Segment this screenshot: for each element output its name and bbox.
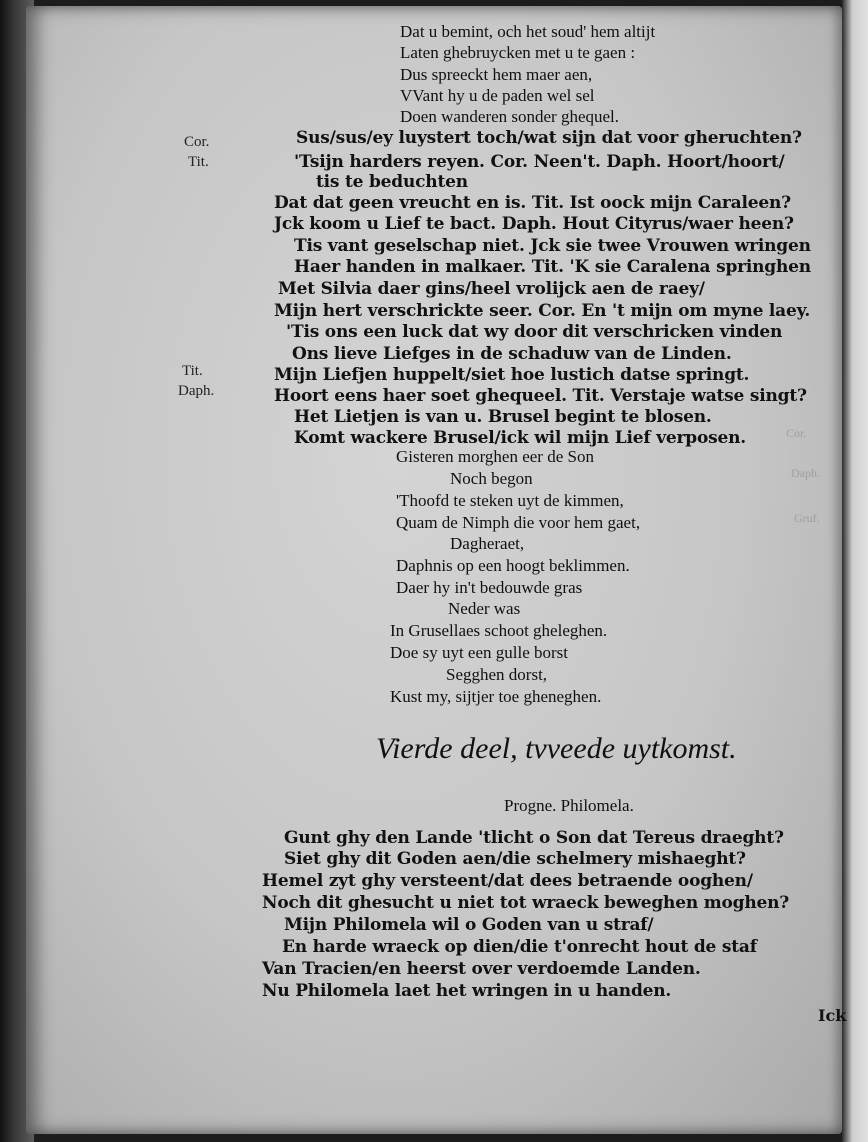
show-through-mark: Daph. [791,466,820,480]
book-page [26,6,847,1134]
dialogue-line: Dat dat geen vreucht en is. Tit. Ist oock mijn Caraleen? [274,193,791,213]
song-line: Daphnis op een hoogt beklimmen. [396,556,630,575]
verse-line: Dus spreeckt hem maer aen, [400,65,593,84]
dialogue-line: Ons lieve Liefges in de schaduw van de Linden. [292,344,732,364]
dialogue-line: tis te beduchten [316,172,468,192]
song-line: Noch begon [450,469,533,488]
verse-line: Doen wanderen sonder ghequel. [400,107,620,126]
dialogue-line: Sus/sus/ey luystert toch/wat sijn dat voor gheruchten? [296,128,802,148]
dialogue-line: Mijn Philomela wil o Goden van u straf/ [284,915,654,935]
song-line: Dagheraet, [450,534,525,553]
song-line: 'Thoofd te steken uyt de kimmen, [396,491,624,510]
dialogue-line: Mijn Liefjen huppelt/siet hoe lustich datse springt. [274,365,750,385]
song-line: Segghen dorst, [446,665,548,684]
speaker-label: Tit. [188,154,209,170]
song-line: In Grusellaes schoot gheleghen. [390,621,608,640]
dialogue-line: Hoort eens haer soet ghequeel. Tit. Verstaje watse singt? [274,386,807,406]
song-line: Daer hy in't bedouwde gras [396,578,583,597]
dialogue-line: Noch dit ghesucht u niet tot wraeck beweghen moghen? [262,893,790,913]
dialogue-line: Tis vant geselschap niet. Jck sie twee Vrouwen wringen [294,236,811,256]
dialogue-line: Met Silvia daer gins/heel vrolijck aen de raey/ [278,279,705,299]
show-through-mark: Gruf. [794,511,820,525]
dialogue-line: Jck koom u Lief te bact. Daph. Hout Cityrus/waer heen? [274,214,794,234]
verse-line: VVant hy u de paden wel sel [400,86,595,105]
song-line: Doe sy uyt een gulle borst [390,643,568,662]
song-line: Neder was [448,599,521,618]
dialogue-line: 'Tsijn harders reyen. Cor. Neen't. Daph. Hoort/hoort/ [294,152,785,172]
dialogue-line: Komt wackere Brusel/ick wil mijn Lief verposen. [294,428,746,448]
dialogue-line: 'Tis ons een luck dat wy door dit verschricken vinden [286,322,783,342]
verse-line: Laten ghebruycken met u te gaen : [400,43,636,62]
catchword: Ick [818,1006,847,1025]
song-line: Quam de Nimph die voor hem gaet, [396,513,641,532]
speaker-label: Tit. [182,363,203,379]
dialogue-line: Van Tracien/en heerst over verdoemde Landen. [262,959,701,979]
dialogue-line: Het Lietjen is van u. Brusel begint te blosen. [294,407,712,427]
dialogue-line: Haer handen in malkaer. Tit. 'K sie Caralena springhen [294,257,811,277]
dramatis-personae: Progne. Philomela. [504,796,634,815]
dialogue-line: Gunt ghy den Lande 'tlicht o Son dat Tereus draeght? [284,828,784,848]
song-line: Kust my, sijtjer toe gheneghen. [390,687,602,706]
song-line: Gisteren morghen eer de Son [396,447,594,466]
dialogue-line: Nu Philomela laet het wringen in u handen. [262,981,672,1001]
next-page-edge [842,0,868,1142]
dialogue-line: Siet ghy dit Goden aen/die schelmery mishaeght? [284,849,746,869]
section-heading: Vierde deel, tvveede uytkomst. [376,732,737,765]
verse-line: Dat u bemint, och het soud' hem altijt [400,22,656,41]
dialogue-line: Mijn hert verschrickte seer. Cor. En 't mijn om myne laey. [274,301,811,321]
dialogue-line: Hemel zyt ghy versteent/dat dees betraende ooghen/ [262,871,753,891]
show-through-mark: Cor. [786,426,807,440]
dialogue-line: En harde wraeck op dien/die t'onrecht hout de staf [282,937,757,957]
speaker-label: Daph. [178,383,215,399]
speaker-label: Cor. [184,134,210,150]
